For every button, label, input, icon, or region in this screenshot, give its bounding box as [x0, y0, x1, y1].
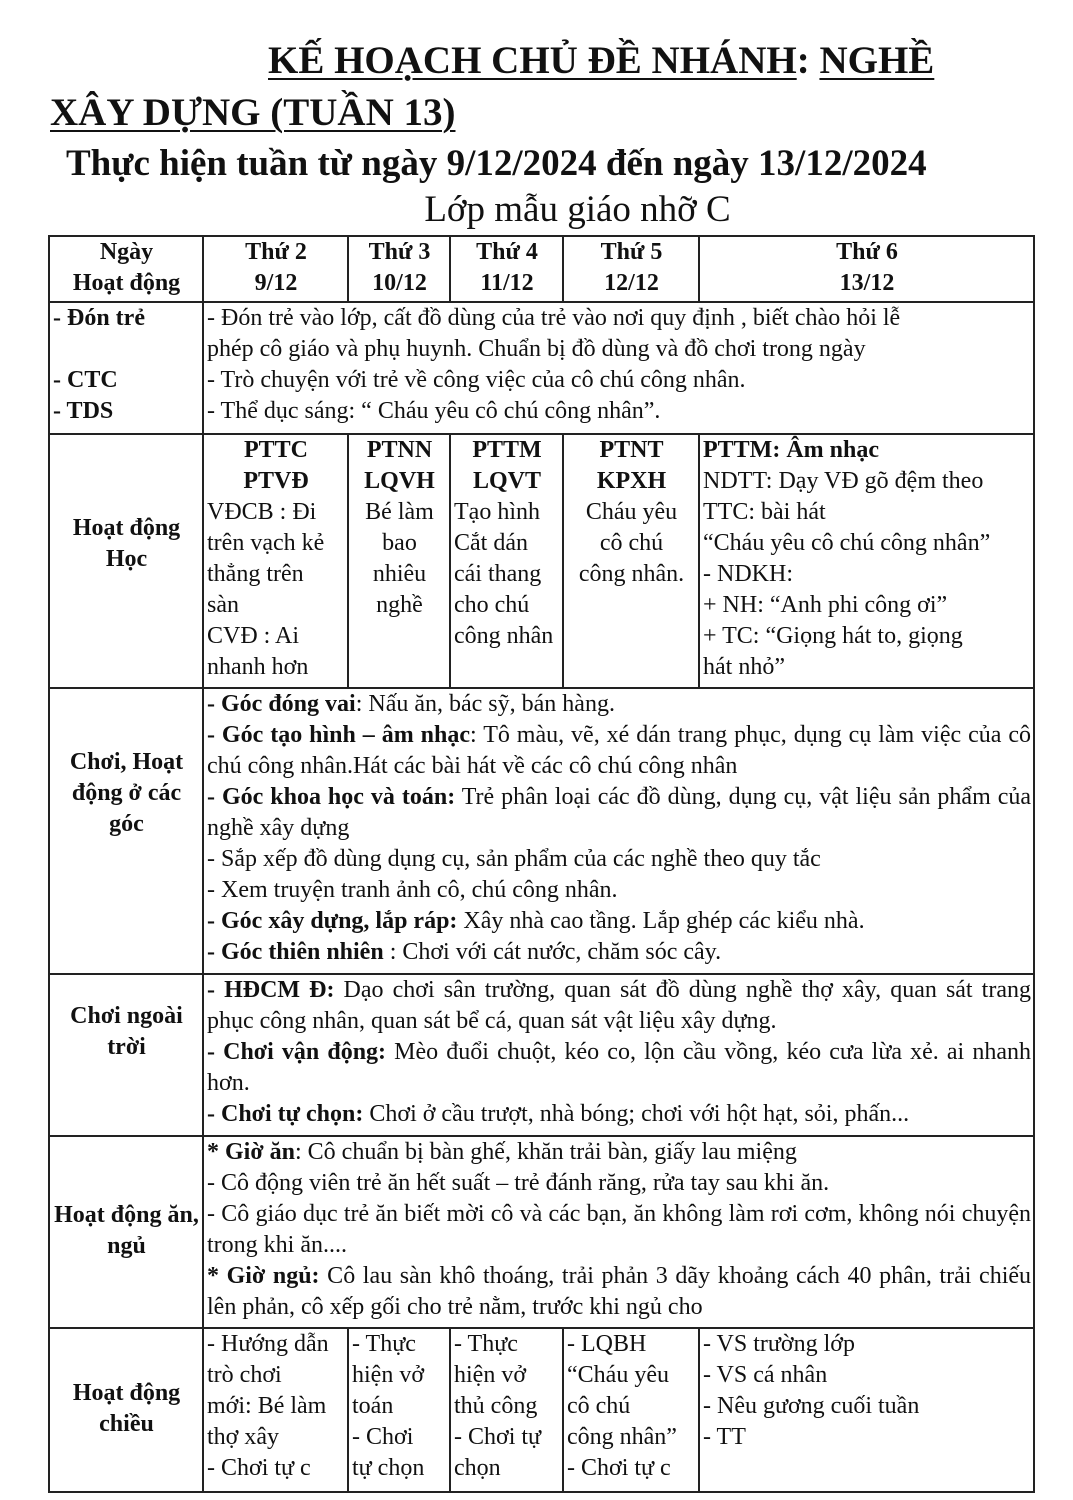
- class-name: Lớp mẫu giáo nhỡ C: [424, 189, 731, 230]
- corner-header: Ngày Hoạt động: [49, 236, 203, 302]
- week-range-subtitle: Thực hiện tuần từ ngày 9/12/2024 đến ngày 13/12/2024: [66, 143, 927, 184]
- row-label-afternoon: Hoạt động chiều: [49, 1328, 203, 1492]
- cell-afternoon-mon: - Hướng dẫn trò chơi mới: Bé làm thợ xây - Chơi tự c: [203, 1328, 348, 1492]
- cell-learning-fri: PTTM: Âm nhạc NDTT: Dạy VĐ gõ đệm theo TTC: bài hát “Cháu yêu cô chú công nhân” - NDKH: + NH: “Anh phi công ơi” + TC: “Giọng hát to, giọng hát nhỏ”: [699, 434, 1034, 688]
- row-meals: [49, 1136, 1034, 1328]
- header-day-mon: Thứ 2 9/12: [203, 236, 348, 302]
- row-outdoor: [49, 974, 1034, 1136]
- cell-meals-content: * Giờ ăn: Cô chuẩn bị bàn ghế, khăn trải bàn, giấy lau miệng - Cô động viên trẻ ăn hết suất – trẻ đánh răng, rửa tay sau khi ăn. - Cô giáo dục trẻ ăn biết mời cô và các bạn, ăn không làm rơi cơm, không nói chuyện trong khi ăn.... * Giờ ngủ: Cô lau sàn khô thoáng, trải phản 3 dãy khoảng cách 40 phân, trải chiếu lên phản, cô xếp gối cho trẻ nằm, trước khi ngủ cho: [203, 1136, 1034, 1328]
- cell-learning-mon: PTTC PTVĐ VĐCB : Đi trên vạch kẻ thẳng trên sàn CVĐ : Ai nhanh hơn: [203, 434, 348, 688]
- header-row: [49, 236, 1034, 302]
- cell-learning-tue: PTNN LQVH Bé làm bao nhiêu nghề: [348, 434, 450, 688]
- cell-morning-content: - Đón trẻ vào lớp, cất đồ dùng của trẻ vào nơi quy định , biết chào hỏi lễ phép cô giáo và phụ huynh. Chuẩn bị đồ dùng và đồ chơi trong ngày - Trò chuyện với trẻ về công việc của cô chú công nhân. - Thể dục sáng: “ Cháu yêu cô chú công nhân”.: [203, 302, 1034, 434]
- page-title-line1: KẾ HOẠCH CHỦ ĐỀ NHÁNH: NGHỀ: [268, 39, 935, 82]
- cell-outdoor-content: - HĐCM Đ: Dạo chơi sân trường, quan sát đồ dùng nghề thợ xây, quan sát trang phục công nhân, quan sát bể cá, quan sát vật liệu xây dựng. - Chơi vận động: Mèo đuổi chuột, kéo co, lộn cầu vồng, kéo cưa lừa xẻ. ai nhanh hơn. - Chơi tự chọn: Chơi ở cầu trượt, nhà bóng; chơi với hột hạt, sỏi, phấn...: [203, 974, 1034, 1136]
- cell-learning-wed: PTTM LQVT Tạo hình Cắt dán cái thang cho chú công nhân: [450, 434, 563, 688]
- cell-afternoon-thu: - LQBH “Cháu yêu cô chú công nhân” - Chơi tự c: [563, 1328, 699, 1492]
- header-day-fri: Thứ 6 13/12: [699, 236, 1034, 302]
- row-afternoon: [49, 1328, 1034, 1492]
- header-day-tue: Thứ 3 10/12: [348, 236, 450, 302]
- row-label-morning: - Đón trẻ - CTC - TDS: [49, 302, 203, 434]
- row-label-outdoor: Chơi ngoài trời: [49, 974, 203, 1136]
- row-label-meals: Hoạt động ăn, ngủ: [49, 1136, 203, 1328]
- cell-afternoon-fri: - VS trường lớp - VS cá nhân - Nêu gương cuối tuần - TT: [699, 1328, 1034, 1492]
- row-label-learning: Hoạt động Học: [49, 434, 203, 688]
- cell-learning-thu: PTNT KPXH Cháu yêu cô chú công nhân.: [563, 434, 699, 688]
- row-learning: [49, 434, 1034, 688]
- cell-corners-content: - Góc đóng vai: Nấu ăn, bác sỹ, bán hàng. - Góc tạo hình – âm nhạc: Tô màu, vẽ, xé dán trang phục, dụng cụ làm việc của cô chú công nhân.Hát các bài hát về các cô chú công nhân - Góc khoa học và toán: Trẻ phân loại các đồ dùng, dụng cụ, vật liệu sản phẩm của nghề xây dựng - Sắp xếp đồ dùng dụng cụ, sản phẩm của các nghề theo quy tắc - Xem truyện tranh ảnh cô, chú công nhân. - Góc xây dựng, lắp ráp: Xây nhà cao tầng. Lắp ghép các kiểu nhà. - Góc thiên nhiên : Chơi với cát nước, chăm sóc cây.: [203, 688, 1034, 974]
- header-day-thu: Thứ 5 12/12: [563, 236, 699, 302]
- row-morning: [49, 302, 1034, 434]
- weekly-plan-table: [48, 235, 1035, 1493]
- page-title-line2: XÂY DỰNG (TUẦN 13): [50, 91, 456, 134]
- row-label-corners: Chơi, Hoạt động ở các góc: [49, 688, 203, 974]
- header-day-wed: Thứ 4 11/12: [450, 236, 563, 302]
- cell-afternoon-wed: - Thực hiện vở thủ công - Chơi tự chọn: [450, 1328, 563, 1492]
- row-corners: [49, 688, 1034, 974]
- cell-afternoon-tue: - Thực hiện vở toán - Chơi tự chọn: [348, 1328, 450, 1492]
